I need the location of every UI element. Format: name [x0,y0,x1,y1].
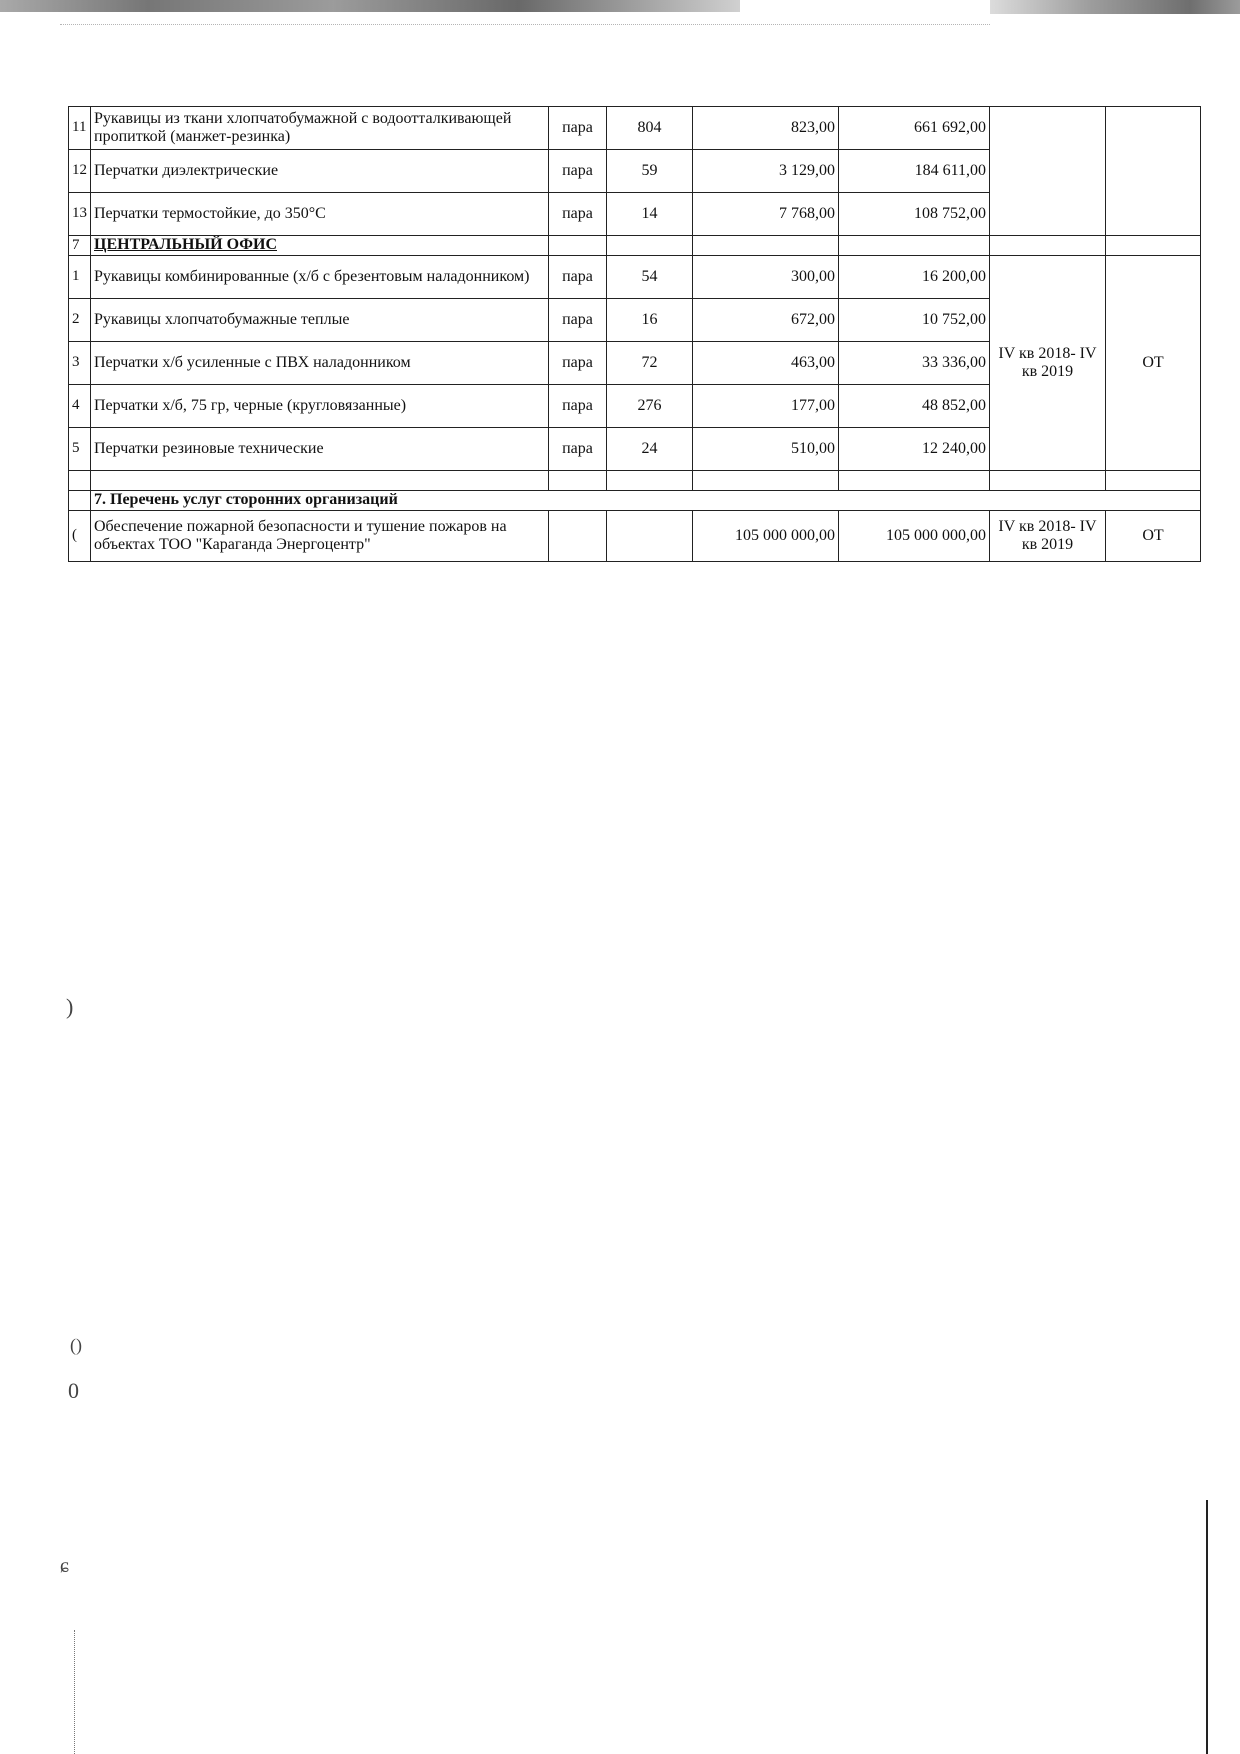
empty-cell [69,491,91,511]
row-number: 1 [69,256,91,299]
item-quantity: 14 [607,193,693,236]
item-sum: 48 852,00 [839,385,990,428]
period-cell-empty [990,107,1106,236]
empty-cell [839,236,990,256]
item-sum: 105 000 000,00 [839,511,990,562]
empty-cell [693,471,839,491]
empty-cell [839,471,990,491]
table-row [69,256,1201,299]
item-name: Рукавицы из ткани хлопчатобумажной с водоотталкивающей пропиткой (манжет-резинка) [91,107,549,150]
scan-edge-line [1206,1500,1208,1754]
section-title: ЦЕНТРАЛЬНЫЙ ОФИС [91,236,549,256]
empty-row [69,471,1201,491]
item-unit: пара [549,150,607,193]
item-sum: 12 240,00 [839,428,990,471]
empty-cell [990,471,1106,491]
scan-mark: () [70,1335,82,1355]
empty-cell [1106,236,1201,256]
item-quantity: 276 [607,385,693,428]
empty-cell [69,471,91,491]
item-name: Обеспечение пожарной безопасности и тушение пожаров на объектах ТОО "Караганда Энергоцентр" [91,511,549,562]
scan-mark: ) [66,994,74,1019]
scan-edge-line [74,1630,76,1754]
empty-cell [549,511,607,562]
empty-cell [607,471,693,491]
section-row [69,236,1201,256]
item-sum: 184 611,00 [839,150,990,193]
item-unit: пара [549,385,607,428]
row-number: 4 [69,385,91,428]
table-row [69,107,1201,150]
scan-edge-left [0,0,740,12]
scan-dotted-line [60,24,990,26]
item-name: Перчатки х/б, 75 гр, черные (кругловязанные) [91,385,549,428]
row-number: 5 [69,428,91,471]
row-number: 2 [69,299,91,342]
item-price: 7 768,00 [693,193,839,236]
section-row [69,491,1201,511]
section-title: 7. Перечень услуг сторонних организаций [91,491,1201,511]
item-price: 105 000 000,00 [693,511,839,562]
item-sum: 10 752,00 [839,299,990,342]
item-quantity: 54 [607,256,693,299]
empty-cell [549,471,607,491]
item-unit: пара [549,193,607,236]
item-name: Перчатки х/б усиленные с ПВХ наладонником [91,342,549,385]
row-number: 12 [69,150,91,193]
funding-source: ОТ [1106,256,1201,471]
empty-cell [91,471,549,491]
scan-mark: ɕ [60,1555,69,1577]
item-unit: пара [549,342,607,385]
item-quantity: 59 [607,150,693,193]
empty-cell [1106,471,1201,491]
item-price: 823,00 [693,107,839,150]
empty-cell [607,236,693,256]
item-price: 300,00 [693,256,839,299]
scan-edge-right [990,0,1240,14]
delivery-period: IV кв 2018- IV кв 2019 [990,511,1106,562]
empty-cell [990,236,1106,256]
empty-cell [549,236,607,256]
item-price: 510,00 [693,428,839,471]
item-sum: 108 752,00 [839,193,990,236]
empty-cell [607,511,693,562]
row-number: 11 [69,107,91,150]
item-unit: пара [549,107,607,150]
item-name: Рукавицы хлопчатобумажные теплые [91,299,549,342]
scan-mark: 0 [68,1378,79,1403]
item-name: Перчатки резиновые технические [91,428,549,471]
section-number: 7 [69,236,91,256]
item-price: 177,00 [693,385,839,428]
item-sum: 33 336,00 [839,342,990,385]
item-price: 463,00 [693,342,839,385]
procurement-table [68,106,1201,562]
item-name: Перчатки диэлектрические [91,150,549,193]
item-price: 3 129,00 [693,150,839,193]
item-quantity: 804 [607,107,693,150]
funding-source: ОТ [1106,511,1201,562]
row-number: 3 [69,342,91,385]
row-number: 13 [69,193,91,236]
row-number: ( [69,511,91,562]
item-unit: пара [549,428,607,471]
item-sum: 661 692,00 [839,107,990,150]
empty-cell [693,236,839,256]
item-quantity: 16 [607,299,693,342]
item-quantity: 72 [607,342,693,385]
item-name: Рукавицы комбинированные (х/б с брезентовым наладонником) [91,256,549,299]
item-unit: пара [549,299,607,342]
item-quantity: 24 [607,428,693,471]
table-row [69,511,1201,562]
item-name: Перчатки термостойкие, до 350°С [91,193,549,236]
source-cell-empty [1106,107,1201,236]
item-unit: пара [549,256,607,299]
delivery-period: IV кв 2018- IV кв 2019 [990,256,1106,471]
item-sum: 16 200,00 [839,256,990,299]
item-price: 672,00 [693,299,839,342]
